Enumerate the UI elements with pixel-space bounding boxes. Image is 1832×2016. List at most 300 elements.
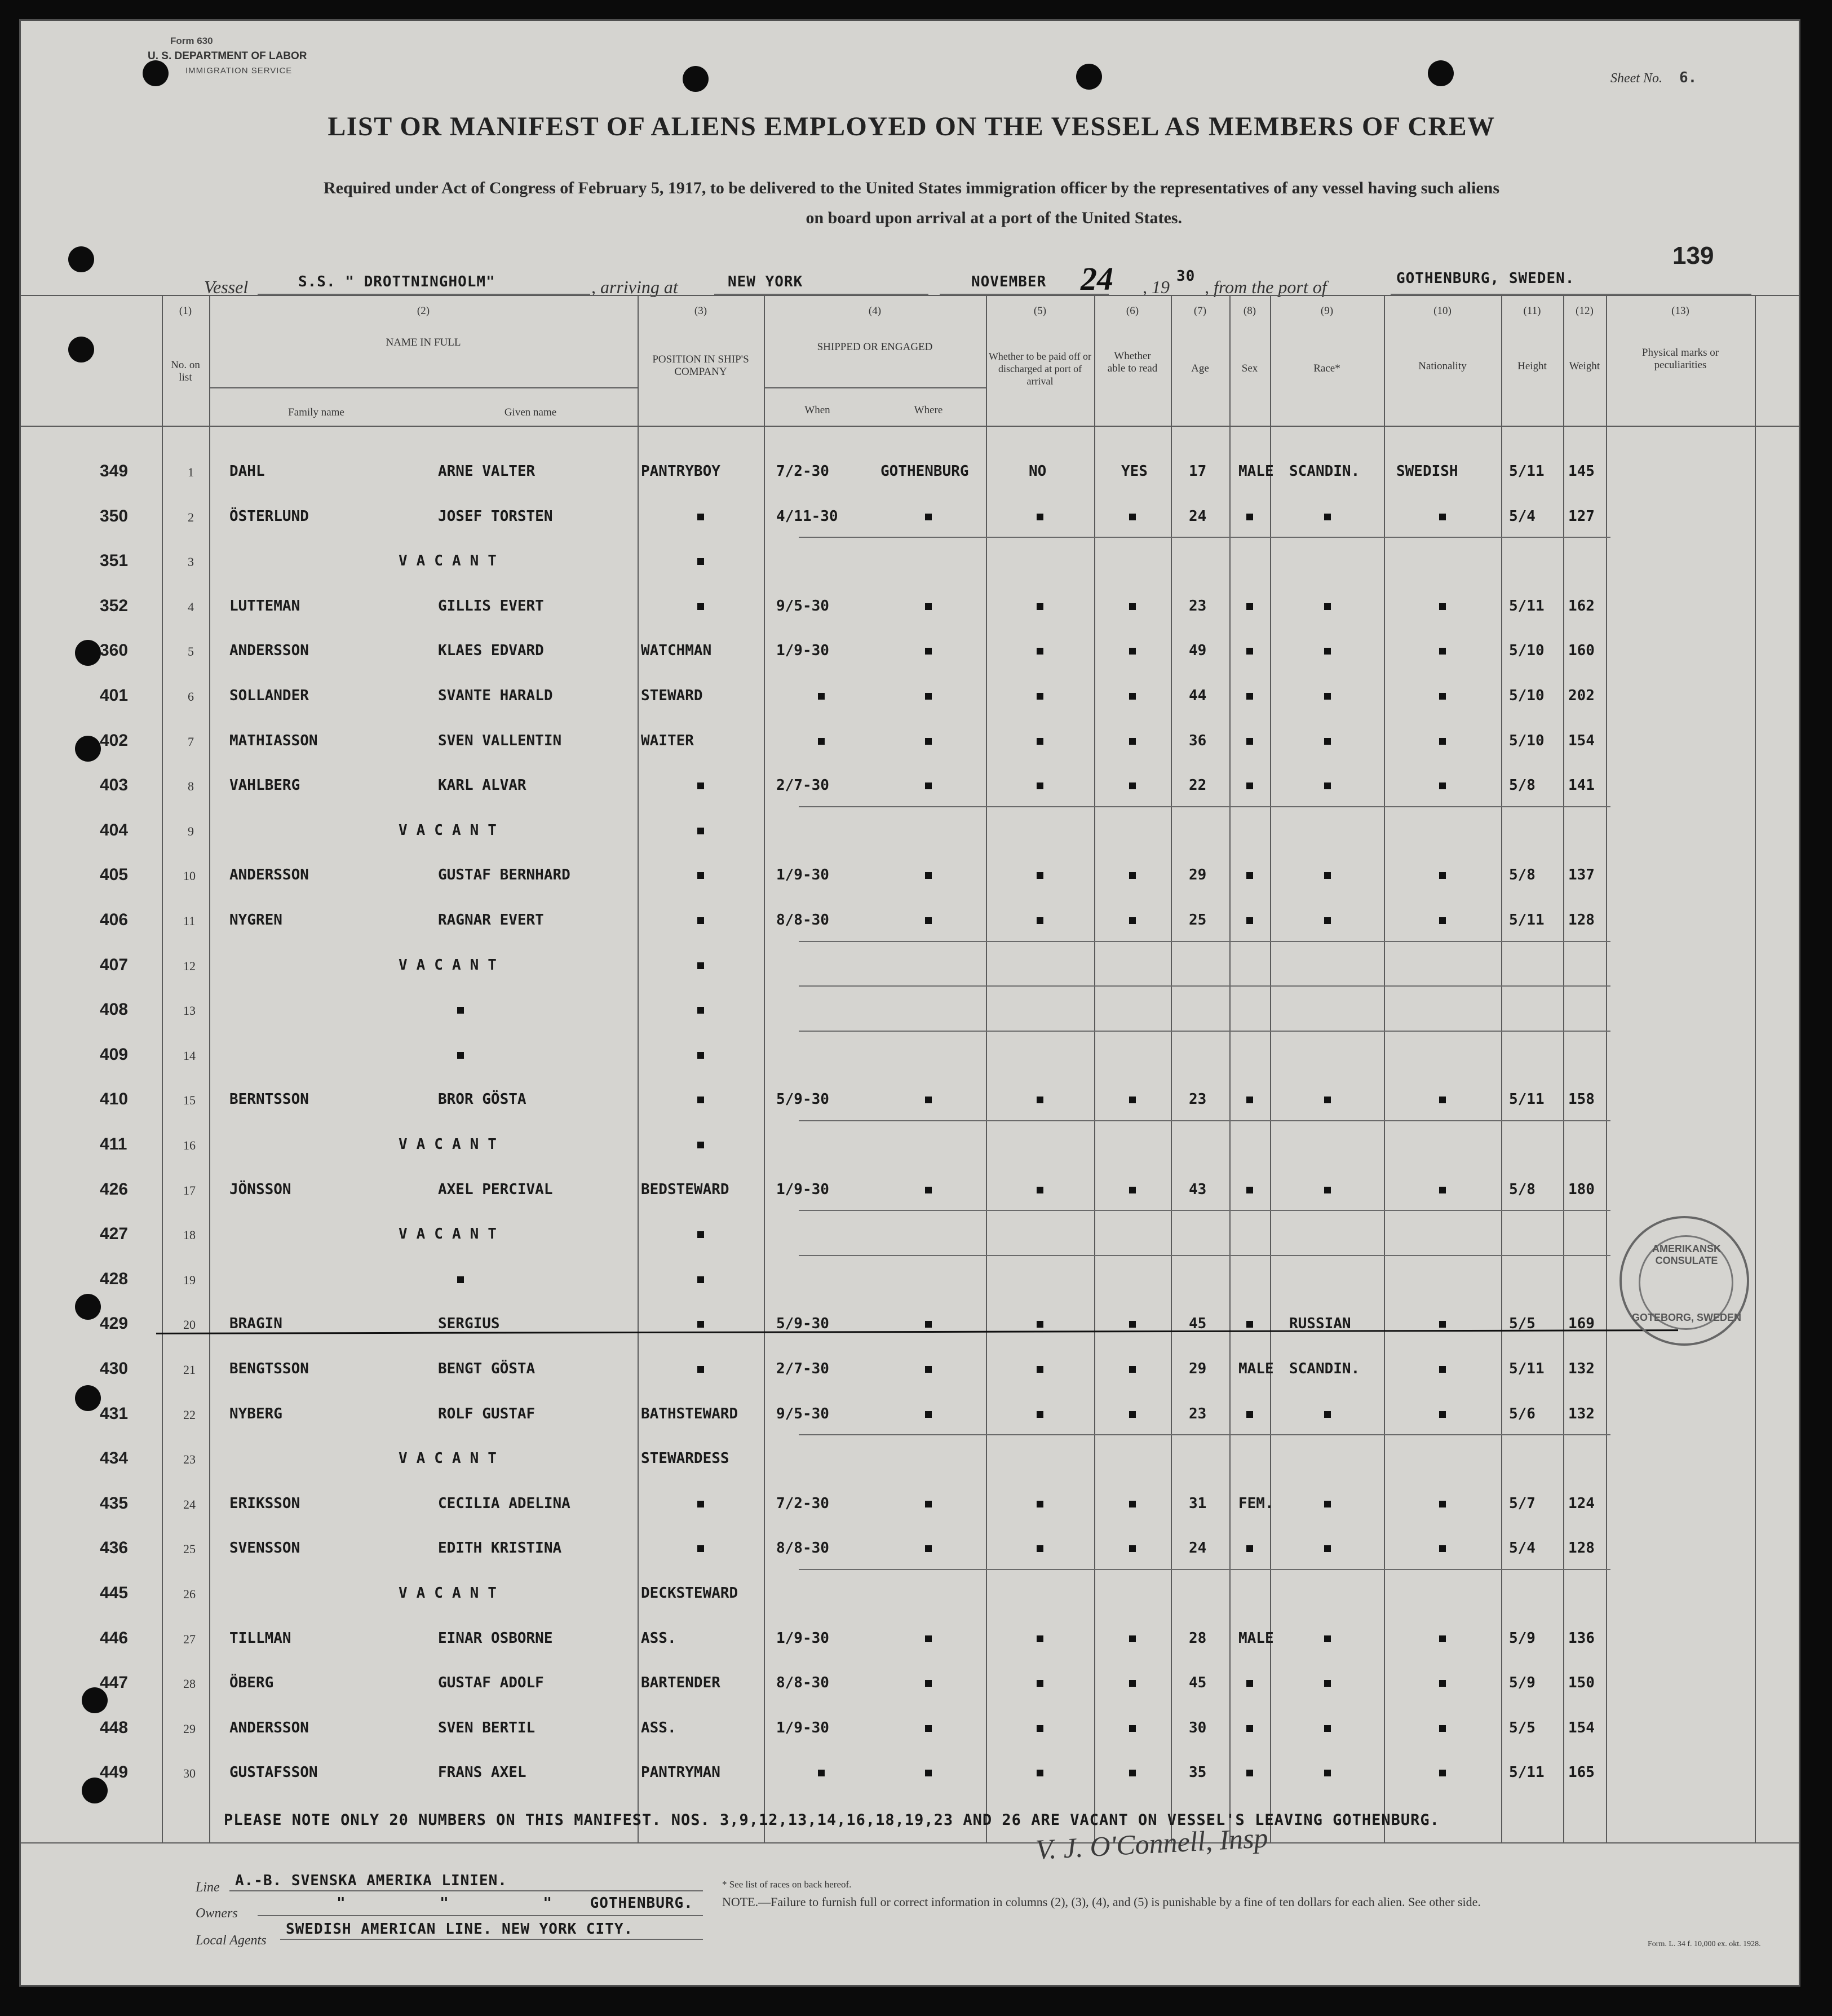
cell-height: 5/10 [1509, 687, 1545, 704]
agents-label: Local Agents [196, 1933, 267, 1948]
ditto-mark [1324, 1097, 1331, 1103]
cell-weight: 141 [1568, 777, 1595, 794]
cell-age: 45 [1189, 1315, 1207, 1332]
row-number: 9 [188, 824, 194, 838]
list-reference-number: 445 [100, 1584, 129, 1602]
col7-header: Age [1191, 362, 1209, 374]
ditto-mark [1246, 603, 1253, 610]
cell-family: SVENSSON [229, 1540, 300, 1557]
ditto-mark [697, 1321, 704, 1328]
cell-when: 7/2-30 [776, 1495, 829, 1512]
ditto-mark [697, 1007, 704, 1014]
cell-position: STEWARD [641, 687, 703, 704]
ditto-mark [1246, 1411, 1253, 1418]
list-reference-number: 446 [100, 1629, 129, 1647]
cell-height: 5/5 [1509, 1315, 1535, 1332]
col4-when-header: When [804, 404, 830, 416]
cell-age: 30 [1189, 1719, 1207, 1736]
list-reference-number: 431 [100, 1404, 129, 1423]
cell-when: 4/11-30 [776, 508, 838, 525]
list-reference-number: 360 [100, 641, 129, 660]
cell-given: BROR GÖSTA [438, 1091, 526, 1108]
col1-header: No. on list [171, 359, 200, 383]
cell-height: 5/8 [1509, 777, 1535, 794]
cell-height: 5/11 [1509, 1360, 1545, 1377]
list-reference-number: 410 [100, 1090, 129, 1108]
ditto-mark [1129, 1187, 1136, 1193]
cell-weight: 124 [1568, 1495, 1595, 1512]
col6-number: (6) [1126, 305, 1139, 317]
cell-position: WAITER [641, 732, 694, 749]
arrival-year: 30 [1176, 268, 1196, 285]
cell-position: DECKSTEWARD [641, 1585, 738, 1602]
cell-given: ROLF GUSTAF [438, 1405, 536, 1422]
cell-family: ÖBERG [229, 1674, 274, 1691]
cell-height: 5/4 [1509, 1540, 1535, 1557]
cell-family: DAHL [229, 463, 265, 480]
ditto-mark [925, 782, 932, 789]
punch-hole [683, 66, 709, 92]
ditto-mark [1129, 1545, 1136, 1552]
list-reference-number: 405 [100, 865, 129, 884]
cell-family: ANDERSSON [229, 866, 309, 883]
ditto-mark [1439, 1366, 1446, 1373]
cell-given: BENGT GÖSTA [438, 1360, 536, 1377]
inspector-signature: V. J. O'Connell, Insp [1034, 1822, 1269, 1865]
penalty-note: NOTE.—Failure to furnish full or correct information in columns (2), (3), (4), and (5) is punishable by a fine of ten dollars for each alien. See other side. [722, 1895, 1481, 1909]
ditto-mark [1324, 738, 1331, 745]
cell-height: 5/11 [1509, 463, 1545, 480]
ditto-mark [1037, 1545, 1043, 1552]
cell-family: LUTTEMAN [229, 598, 300, 614]
ditto-mark [1324, 1545, 1331, 1552]
list-reference-number: 409 [100, 1045, 129, 1064]
departure-port: GOTHENBURG, SWEDEN. [1396, 270, 1575, 287]
ditto-mark [697, 1501, 704, 1507]
cancel-line [799, 1031, 1610, 1032]
cell-position: STEWARDESS [641, 1450, 729, 1467]
cell-weight: 150 [1568, 1674, 1595, 1691]
col4-where-header: Where [914, 404, 943, 416]
ditto-mark [1037, 917, 1043, 924]
list-reference-number: 436 [100, 1538, 129, 1557]
cell-sex: MALE [1238, 463, 1274, 480]
ditto-mark [925, 1097, 932, 1103]
form-reference: Form. L. 34 f. 10,000 ex. okt. 1928. [1648, 1940, 1761, 1948]
year-prefix: , 19 [1143, 277, 1170, 297]
row-number: 4 [188, 600, 194, 614]
row-number: 25 [183, 1542, 196, 1556]
row-number: 28 [183, 1677, 196, 1691]
cell-position: BEDSTEWARD [641, 1181, 729, 1198]
ditto-mark [925, 917, 932, 924]
cell-age: 24 [1189, 1540, 1207, 1557]
ditto-mark [1439, 1097, 1446, 1103]
ditto-mark [1246, 1725, 1253, 1732]
cell-family: NYBERG [229, 1405, 282, 1422]
cell-given: AXEL PERCIVAL [438, 1181, 553, 1198]
cell-weight: 136 [1568, 1630, 1595, 1647]
cell-age: 23 [1189, 1405, 1207, 1422]
races-note: * See list of races on back hereof. [722, 1879, 852, 1890]
col2-given-header: Given name [504, 406, 557, 418]
arrival-port: NEW YORK [728, 273, 803, 290]
ditto-mark [1439, 603, 1446, 610]
cell-family: SOLLANDER [229, 687, 309, 704]
ditto-mark [925, 1680, 932, 1687]
cell-weight: 132 [1568, 1360, 1595, 1377]
col9-number: (9) [1320, 305, 1334, 317]
col1-number: (1) [179, 305, 192, 317]
cell-family: ERIKSSON [229, 1495, 300, 1512]
ditto-mark [1037, 1680, 1043, 1687]
ditto-mark [1037, 1770, 1043, 1776]
ditto-mark [925, 603, 932, 610]
cell-age: 31 [1189, 1495, 1207, 1512]
ditto-mark [1324, 782, 1331, 789]
col12-header: Weight [1569, 360, 1600, 372]
row-number: 1 [188, 465, 194, 479]
row-number: 10 [183, 869, 196, 883]
punch-hole [143, 60, 169, 86]
cell-race: SCANDIN. [1289, 1360, 1360, 1377]
list-reference-number: 448 [100, 1718, 129, 1737]
sheet-number: Sheet No. 6. [1610, 69, 1697, 86]
col13-header: Physical marks or peculiarities [1641, 347, 1719, 371]
punch-hole [68, 337, 94, 362]
vessel-label: Vessel [204, 277, 249, 297]
ditto-mark [1246, 782, 1253, 789]
cell-position: BARTENDER [641, 1674, 720, 1691]
cell-when: 1/9-30 [776, 866, 829, 883]
col7-number: (7) [1193, 305, 1207, 317]
ditto-mark [925, 693, 932, 700]
arriving-label: , arriving at [591, 277, 678, 297]
ditto-mark [1037, 1097, 1043, 1103]
row-number: 23 [183, 1452, 196, 1466]
ditto-mark [1129, 603, 1136, 610]
cell-given: SVANTE HARALD [438, 687, 553, 704]
cell-family: GUSTAFSSON [229, 1764, 318, 1781]
cell-given: VACANT [399, 1585, 506, 1602]
row-number: 7 [188, 735, 194, 749]
cell-height: 5/4 [1509, 508, 1535, 525]
col10-number: (10) [1433, 305, 1452, 317]
cell-age: 43 [1189, 1181, 1207, 1198]
ditto-mark [697, 828, 704, 834]
cancel-line [799, 1434, 1610, 1435]
row-number: 8 [188, 779, 194, 793]
list-reference-number: 435 [100, 1494, 129, 1513]
ditto-mark [1246, 1187, 1253, 1193]
cell-when: 1/9-30 [776, 642, 829, 659]
ditto-mark [1037, 514, 1043, 520]
ditto-mark [1129, 1680, 1136, 1687]
ditto-mark [1324, 1187, 1331, 1193]
col11-number: (11) [1523, 305, 1541, 317]
ditto-mark [1439, 693, 1446, 700]
requirement-text: Required under Act of Congress of February 5, 1917, to be delivered to the United States immigration officer by the representatives of any vessel having such aliens [324, 179, 1499, 197]
ditto-mark [1037, 872, 1043, 879]
cell-age: 45 [1189, 1674, 1207, 1691]
ditto-mark [1324, 1635, 1331, 1642]
ditto-mark [1324, 1411, 1331, 1418]
row-number: 2 [188, 510, 194, 524]
cell-position: PANTRYMAN [641, 1764, 720, 1781]
col5-number: (5) [1033, 305, 1047, 317]
list-reference-number: 352 [100, 596, 129, 615]
cell-paid: NO [1029, 463, 1047, 480]
ditto-mark [697, 1231, 704, 1238]
ditto-mark [1246, 514, 1253, 520]
ditto-mark [925, 1366, 932, 1373]
arrival-day: 24 [1081, 260, 1113, 297]
list-reference-number: 428 [100, 1270, 129, 1288]
cell-position: ASS. [641, 1630, 676, 1647]
row-number: 14 [183, 1049, 196, 1063]
cell-weight: 160 [1568, 642, 1595, 659]
cell-when: 1/9-30 [776, 1719, 829, 1736]
ditto-mark [1246, 872, 1253, 879]
row-number: 6 [188, 689, 194, 704]
cell-family: ÖSTERLUND [229, 508, 309, 525]
cell-weight: 145 [1568, 463, 1595, 480]
ditto-mark [697, 558, 704, 565]
cell-height: 5/8 [1509, 1181, 1535, 1198]
punch-hole [75, 640, 101, 666]
row-number: 16 [183, 1138, 196, 1152]
cell-given: KLAES EDVARD [438, 642, 544, 659]
arrival-month: NOVEMBER [971, 273, 1047, 290]
row-number: 18 [183, 1228, 196, 1242]
cell-weight: 128 [1568, 912, 1595, 929]
cell-age: 22 [1189, 777, 1207, 794]
cell-height: 5/11 [1509, 1764, 1545, 1781]
row-number: 29 [183, 1722, 196, 1736]
cell-given: EINAR OSBORNE [438, 1630, 553, 1647]
ditto-mark [1129, 782, 1136, 789]
cell-height: 5/6 [1509, 1405, 1535, 1422]
cell-when: 7/2-30 [776, 463, 829, 480]
cell-given: ARNE VALTER [438, 463, 536, 480]
cell-height: 5/5 [1509, 1719, 1535, 1736]
ditto-mark [1324, 693, 1331, 700]
cell-age: 44 [1189, 687, 1207, 704]
col2-number: (2) [417, 305, 430, 317]
ditto-mark [1037, 738, 1043, 745]
list-reference-number: 350 [100, 507, 129, 525]
cell-height: 5/11 [1509, 912, 1545, 929]
ditto-mark [697, 603, 704, 610]
cell-position: PANTRYBOY [641, 463, 720, 480]
ditto-mark [925, 648, 932, 655]
cell-given: SVEN VALLENTIN [438, 732, 562, 749]
cell-age: 24 [1189, 508, 1207, 525]
cell-when: 9/5-30 [776, 598, 829, 614]
list-reference-number: 406 [100, 910, 129, 929]
agents-value: SWEDISH AMERICAN LINE. NEW YORK CITY. [286, 1921, 634, 1938]
cell-read: YES [1121, 463, 1148, 480]
punch-hole [75, 736, 101, 762]
cell-when: 2/7-30 [776, 777, 829, 794]
ditto-mark [1037, 648, 1043, 655]
cell-given: VACANT [399, 822, 506, 839]
cell-weight: 127 [1568, 508, 1595, 525]
ditto-mark [1129, 1501, 1136, 1507]
ditto-mark [1324, 514, 1331, 520]
col10-header: Nationality [1418, 360, 1467, 372]
ditto-mark [1439, 648, 1446, 655]
list-reference-number: 404 [100, 821, 129, 839]
ditto-mark [697, 1545, 704, 1552]
list-reference-number: 447 [100, 1673, 129, 1692]
cancel-line [799, 1120, 1610, 1121]
cell-weight: 165 [1568, 1764, 1595, 1781]
cell-sex: MALE [1238, 1360, 1274, 1377]
cancel-line [799, 941, 1610, 942]
cell-weight: 137 [1568, 866, 1595, 883]
col4-number: (4) [868, 305, 882, 317]
cell-given: JOSEF TORSTEN [438, 508, 553, 525]
col12-number: (12) [1576, 305, 1594, 317]
ditto-mark [697, 917, 704, 924]
ditto-mark [1246, 738, 1253, 745]
requirement-text-2: on board upon arrival at a port of the United States. [806, 209, 1182, 227]
row-number: 12 [183, 959, 196, 973]
cell-given: KARL ALVAR [438, 777, 526, 794]
list-reference-number: 407 [100, 956, 129, 974]
cell-age: 35 [1189, 1764, 1207, 1781]
cell-race: SCANDIN. [1289, 463, 1360, 480]
cell-given: FRANS AXEL [438, 1764, 526, 1781]
ditto-mark [1439, 1770, 1446, 1776]
owners-label: Owners [196, 1906, 238, 1921]
ditto-mark [925, 1545, 932, 1552]
col2-header: NAME IN FULL [386, 337, 461, 348]
cell-age: 29 [1189, 1360, 1207, 1377]
consulate-stamp: AMERIKANSK CONSULATE GOTEBORG, SWEDEN [1619, 1216, 1749, 1346]
cell-sex: FEM. [1238, 1495, 1274, 1512]
ditto-mark [1324, 917, 1331, 924]
cell-weight: 162 [1568, 598, 1595, 614]
cell-given: VACANT [399, 957, 506, 974]
ditto-mark [1246, 1680, 1253, 1687]
cancel-line [799, 537, 1610, 538]
ditto-mark [1037, 1366, 1043, 1373]
list-reference-number: 402 [100, 731, 129, 750]
col5-header: Whether to be paid off or discharged at port of arrival [988, 351, 1092, 387]
row-number: 22 [183, 1408, 196, 1422]
ditto-mark [1037, 693, 1043, 700]
punch-hole [1428, 60, 1454, 86]
row-number: 27 [183, 1632, 196, 1646]
owners-value: " " " GOTHENBURG. [337, 1895, 693, 1912]
ditto-mark [925, 1411, 932, 1418]
ditto-mark [1129, 1097, 1136, 1103]
ditto-mark [925, 1501, 932, 1507]
ditto-mark [697, 1142, 704, 1148]
cell-weight: 128 [1568, 1540, 1595, 1557]
row-number: 19 [183, 1273, 196, 1287]
col13-number: (13) [1671, 305, 1689, 317]
ditto-mark [1246, 1321, 1253, 1328]
row-number: 21 [183, 1363, 196, 1377]
form-number: Form 630 [170, 36, 213, 46]
cell-family: BRAGIN [229, 1315, 282, 1332]
list-reference-number: 429 [100, 1314, 129, 1333]
cell-when: 2/7-30 [776, 1360, 829, 1377]
col3-number: (3) [694, 305, 707, 317]
ditto-mark [1129, 693, 1136, 700]
row-number: 11 [183, 914, 196, 928]
row-number: 15 [183, 1093, 196, 1107]
cell-when: 5/9-30 [776, 1091, 829, 1108]
cell-given: SVEN BERTIL [438, 1719, 536, 1736]
cell-given: VACANT [399, 1226, 506, 1243]
cell-given: CECILIA ADELINA [438, 1495, 570, 1512]
strike-through-line [156, 1329, 1678, 1334]
cell-when: 8/8-30 [776, 1540, 829, 1557]
ditto-mark [697, 1052, 704, 1059]
ditto-mark [697, 1276, 704, 1283]
list-reference-number: 430 [100, 1359, 129, 1378]
cell-position: ASS. [641, 1719, 676, 1736]
ditto-mark [1324, 1770, 1331, 1776]
ditto-mark [697, 514, 704, 520]
vessel-name: S.S. " DROTTNINGHOLM" [298, 273, 495, 290]
punch-hole [68, 246, 94, 272]
list-reference-number: 427 [100, 1224, 129, 1243]
col8-header: Sex [1241, 362, 1258, 374]
ditto-mark [925, 514, 932, 520]
col4-header: SHIPPED OR ENGAGED [817, 341, 933, 353]
ditto-mark [1037, 1501, 1043, 1507]
ditto-mark [457, 1052, 464, 1059]
cell-given: VACANT [399, 552, 506, 569]
punch-hole [1076, 64, 1102, 90]
cell-age: 17 [1189, 463, 1207, 480]
list-reference-number: 401 [100, 686, 129, 705]
ditto-mark [925, 872, 932, 879]
cell-weight: 154 [1568, 1719, 1595, 1736]
cell-given: GUSTAF BERNHARD [438, 866, 570, 883]
cancel-line [799, 806, 1610, 807]
punch-hole [75, 1385, 101, 1411]
cell-when: 5/9-30 [776, 1315, 829, 1332]
list-reference-number: 351 [100, 551, 129, 570]
cell-given: VACANT [399, 1450, 506, 1467]
ditto-mark [1439, 1635, 1446, 1642]
ditto-mark [1439, 782, 1446, 789]
cell-age: 23 [1189, 598, 1207, 614]
ditto-mark [1246, 1545, 1253, 1552]
row-number: 17 [183, 1183, 196, 1197]
ditto-mark [1324, 603, 1331, 610]
cell-height: 5/11 [1509, 598, 1545, 614]
page-title: LIST OR MANIFEST OF ALIENS EMPLOYED ON THE VESSEL AS MEMBERS OF CREW [328, 112, 1495, 142]
cell-weight: 158 [1568, 1091, 1595, 1108]
ditto-mark [1439, 1411, 1446, 1418]
ditto-mark [1439, 738, 1446, 745]
ditto-mark [1439, 1501, 1446, 1507]
cell-where: GOTHENBURG [880, 463, 969, 480]
ditto-mark [1324, 1680, 1331, 1687]
ditto-mark [1129, 917, 1136, 924]
list-reference-number: 408 [100, 1000, 129, 1019]
ditto-mark [1246, 1097, 1253, 1103]
ditto-mark [1129, 1635, 1136, 1642]
manifest-sheet [19, 19, 1800, 1987]
